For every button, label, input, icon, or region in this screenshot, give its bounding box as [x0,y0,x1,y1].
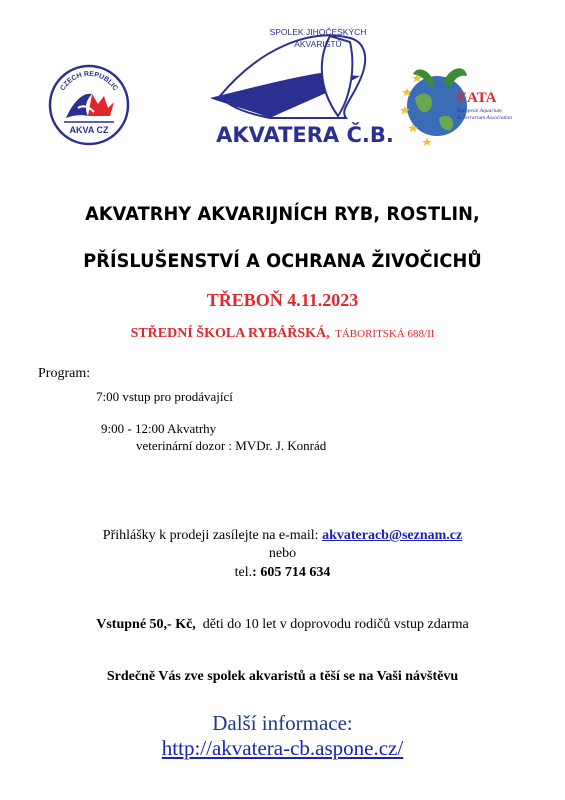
phone-line [0,565,565,581]
registration-line [0,528,565,544]
eata-sub2: & Terrarium Association [457,115,513,121]
event-date: TŘEBOŇ 4.11.2023 [206,290,359,310]
center-top-line1: SPOLEK JIHOČESKÝCH [269,27,367,37]
registration-text: Přihlášky k prodeji zasílejte na e-mail: [102,528,319,543]
center-top-line2: AKVARISTŮ [294,39,342,49]
title-line-2: PŘÍSLUŠENSTVÍ A OCHRANA ŽIVOČICHŮ [83,250,482,272]
akva-cz-logo [48,64,130,146]
registration-or: nebo [268,546,297,561]
center-logo-name: AKVATERA Č.B. [216,123,394,147]
entry-line [0,617,565,633]
program-line-1: 7:00 vstup pro prodávající [96,389,233,404]
eata-name: EATA [457,90,497,106]
akva-ring-text: CZECH REPUBLIC [59,70,119,93]
entry-fee: Vstupné 50,- Kč, [96,617,196,632]
place-main: STŘEDNÍ ŠKOLA RYBÁŘSKÁ, [130,326,330,341]
program-label: Program: [38,366,91,381]
phone-number: : 605 714 634 [252,565,331,580]
email-link[interactable]: akvateracb@seznam.cz [322,528,463,543]
program-line-2: 9:00 - 12:00 Akvatrhy [101,421,217,436]
website-link[interactable]: http://akvatera-cb.aspone.cz/ [161,736,404,760]
eata-logo [395,58,513,148]
eata-sub1: European Aquarium [457,108,502,114]
entry-rest: děti do 10 let v doprovodu rodičů vstup zdarma [202,617,469,632]
place-address: TÁBORITSKÁ 688/II [335,328,435,340]
akva-bottom-text: AKVA CZ [69,125,109,135]
title-line-1: AKVATRHY AKVARIJNÍCH RYB, ROSTLIN, [85,203,480,225]
more-info-label: Další informace: [212,711,353,735]
program-line-3: veterinární dozor : MVDr. J. Konrád [136,438,327,453]
invitation-text: Srdečně Vás zve spolek akvaristů a těší se na Vaši návštěvu [106,669,459,684]
phone-label: tel. [234,565,253,580]
event-place [0,326,565,342]
akvatera-logo [200,18,394,148]
